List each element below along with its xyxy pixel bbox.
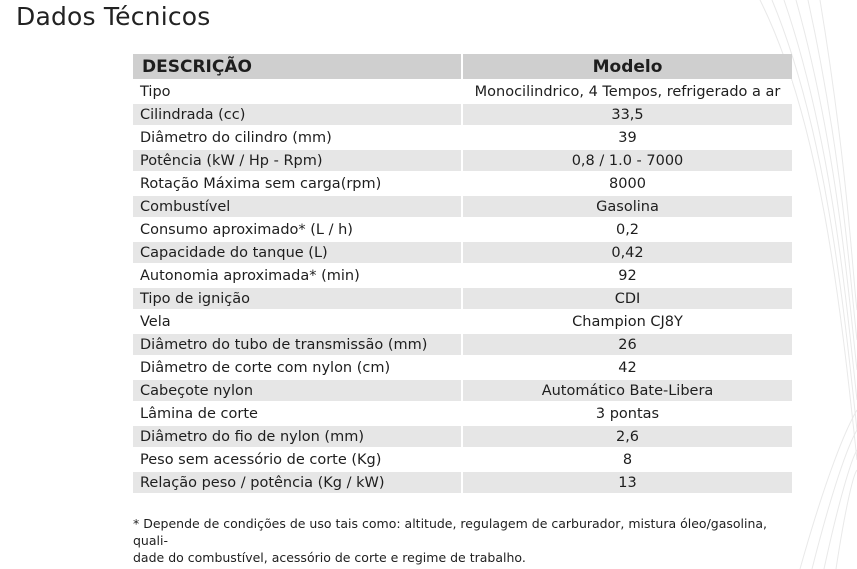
row-value: 0,42: [461, 242, 792, 263]
row-description: Cilindrada (cc): [133, 104, 461, 125]
table-row: [133, 426, 792, 447]
table-row: [133, 380, 792, 401]
row-value: 33,5: [461, 104, 792, 125]
row-value: 26: [461, 334, 792, 355]
row-value: 42: [461, 357, 792, 378]
table-row: [133, 311, 792, 332]
row-description: Autonomia aproximada* (min): [133, 265, 461, 286]
footnote: [133, 515, 783, 566]
row-description: Combustível: [133, 196, 461, 217]
row-description: Lâmina de corte: [133, 403, 461, 424]
row-description: Tipo de ignição: [133, 288, 461, 309]
row-description: Diâmetro de corte com nylon (cm): [133, 357, 461, 378]
row-description: Peso sem acessório de corte (Kg): [133, 449, 461, 470]
table-row: [133, 150, 792, 171]
spec-table: [133, 52, 792, 495]
row-value: 2,6: [461, 426, 792, 447]
row-value: Gasolina: [461, 196, 792, 217]
row-description: Relação peso / potência (Kg / kW): [133, 472, 461, 493]
table-row: [133, 127, 792, 148]
row-description: Diâmetro do cilindro (mm): [133, 127, 461, 148]
table-row: [133, 357, 792, 378]
table-row: [133, 288, 792, 309]
row-value: 0,8 / 1.0 - 7000: [461, 150, 792, 171]
footnote-line-2: dade do combustível, acessório de corte e regime de trabalho.: [133, 550, 526, 565]
footnote-line-1: * Depende de condições de uso tais como: altitude, regulagem de carburador, mistura óleo/gasolina, quali-: [133, 516, 768, 548]
table-row: [133, 81, 792, 102]
row-value: 3 pontas: [461, 403, 792, 424]
row-value: Champion CJ8Y: [461, 311, 792, 332]
table-row: [133, 403, 792, 424]
row-description: Consumo aproximado* (L / h): [133, 219, 461, 240]
row-description: Tipo: [133, 81, 461, 102]
table-row: [133, 472, 792, 493]
table-row: [133, 265, 792, 286]
row-description: Diâmetro do tubo de transmissão (mm): [133, 334, 461, 355]
row-value: 13: [461, 472, 792, 493]
row-value: CDI: [461, 288, 792, 309]
row-value: 0,2: [461, 219, 792, 240]
table-row: [133, 196, 792, 217]
row-description: Capacidade do tanque (L): [133, 242, 461, 263]
row-description: Rotação Máxima sem carga(rpm): [133, 173, 461, 194]
row-value: 8000: [461, 173, 792, 194]
row-description: Diâmetro do fio de nylon (mm): [133, 426, 461, 447]
header-description: DESCRIÇÃO: [133, 54, 461, 79]
table-row: [133, 449, 792, 470]
row-value: 8: [461, 449, 792, 470]
table-row: [133, 219, 792, 240]
table-row: [133, 104, 792, 125]
table-row: [133, 173, 792, 194]
header-model: Modelo: [461, 54, 792, 79]
row-value: Automático Bate-Libera: [461, 380, 792, 401]
page-title: Dados Técnicos: [16, 2, 211, 31]
row-description: Potência (kW / Hp - Rpm): [133, 150, 461, 171]
table-header-row: [133, 54, 792, 79]
row-description: Cabeçote nylon: [133, 380, 461, 401]
row-description: Vela: [133, 311, 461, 332]
row-value: 92: [461, 265, 792, 286]
row-value: Monocilindrico, 4 Tempos, refrigerado a ar: [461, 81, 792, 102]
table-row: [133, 334, 792, 355]
table-row: [133, 242, 792, 263]
row-value: 39: [461, 127, 792, 148]
